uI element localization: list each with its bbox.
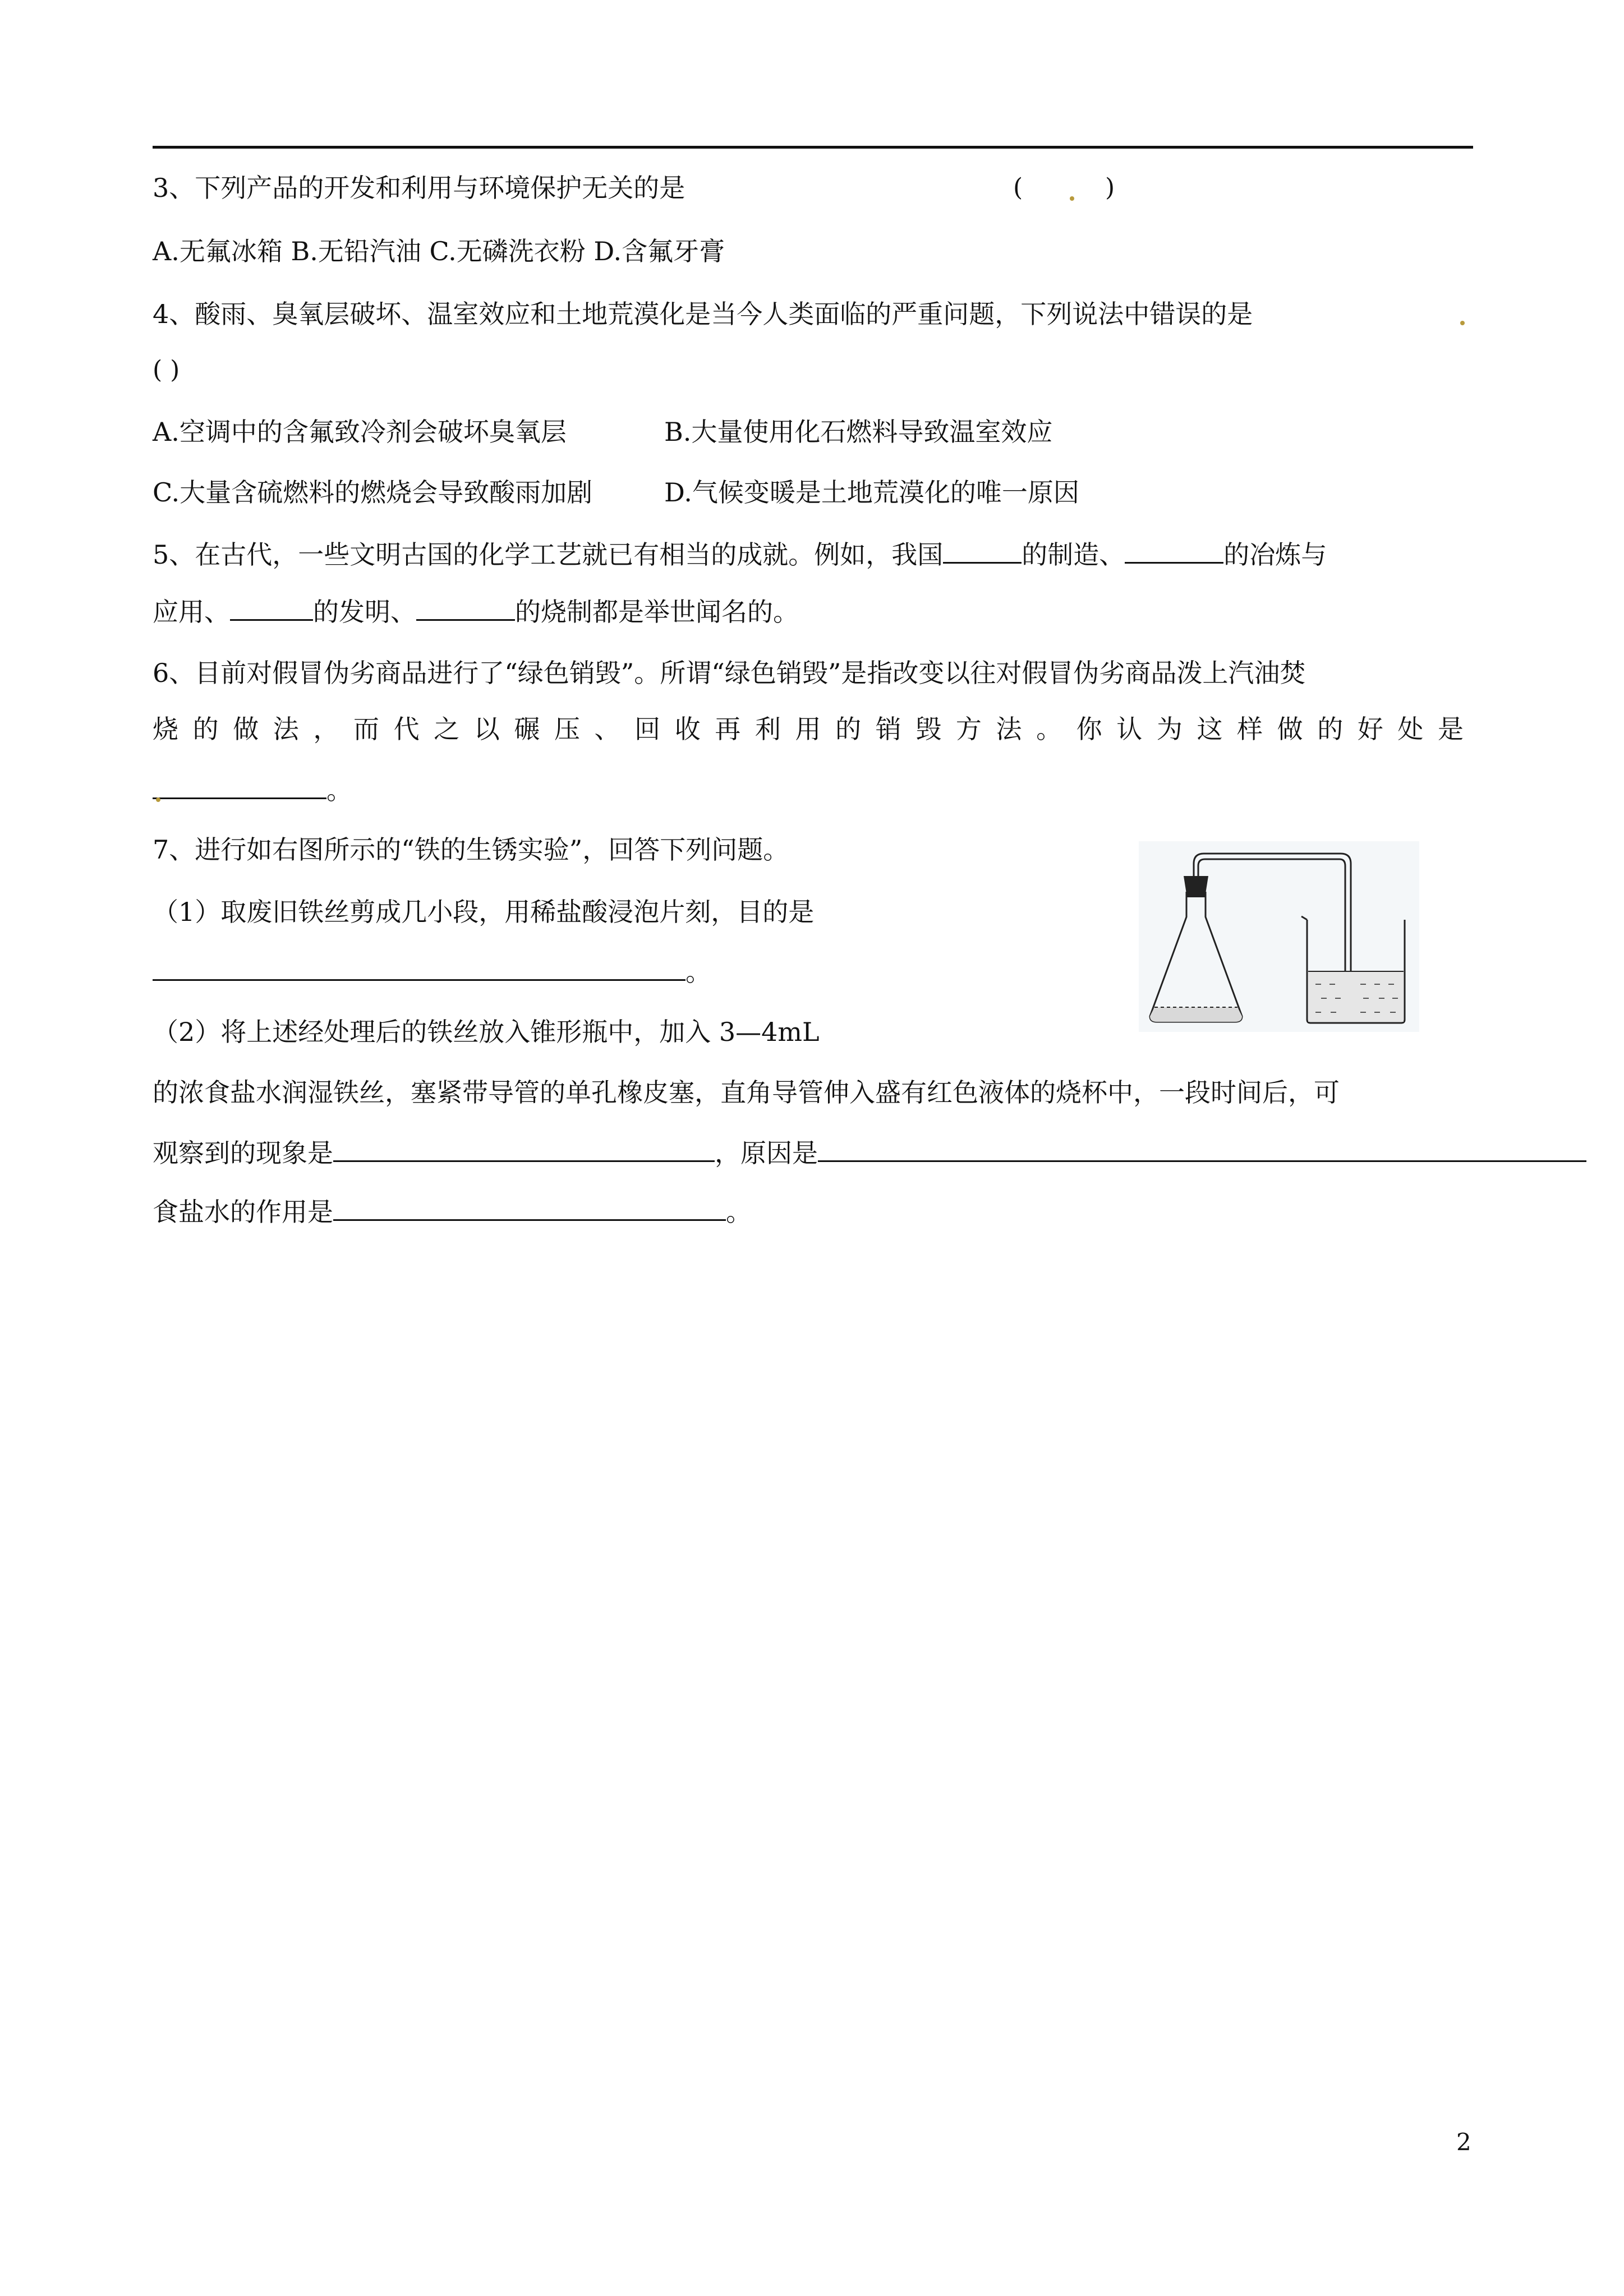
mark-dot <box>156 797 160 802</box>
q5-line1 <box>153 537 1327 571</box>
q4-option-b: B.大量使用化石燃料导致温室效应 <box>664 417 1053 447</box>
q7-sub1-end: 。 <box>686 957 711 987</box>
answer-blank[interactable] <box>153 773 326 799</box>
q6-line2: 烧的做法，而代之以碾压、回收再利用的销毁方法。你认为这样做的好处是 <box>153 714 1473 744</box>
q4-option-c: C.大量含硫燃料的燃烧会导致酸雨加剧 <box>153 477 593 508</box>
q7-sub2-line3 <box>153 1136 1586 1170</box>
q3-stem: 3、下列产品的开发和利用与环境保护无关的是 <box>153 173 686 203</box>
q5-text-1: 5、在古代，一些文明古国的化学工艺就已有相当的成就。例如，我国 <box>153 540 944 570</box>
flask-liquid <box>1150 1007 1242 1022</box>
q7-sub1-answer <box>153 955 711 989</box>
q7-sub2-line4 <box>153 1195 752 1229</box>
mark-dot <box>1070 196 1074 201</box>
q7-stem: 7、进行如右图所示的“铁的生锈实验”，回答下列问题。 <box>153 835 789 865</box>
q4-stem: 4、酸雨、臭氧层破坏、温室效应和土地荒漠化是当今人类面临的严重问题，下列说法中错误的是 <box>153 299 1253 329</box>
q7-sub2-end: 。 <box>726 1197 752 1227</box>
answer-blank[interactable] <box>333 1136 715 1162</box>
answer-blank[interactable] <box>818 1136 1586 1162</box>
page-number: 2 <box>1456 2128 1471 2156</box>
answer-blank[interactable] <box>1125 537 1223 564</box>
answer-blank[interactable] <box>230 594 313 621</box>
answer-blank[interactable] <box>153 955 686 981</box>
q6-line3 <box>153 773 352 807</box>
rubber-stopper <box>1184 876 1208 897</box>
header-rule <box>153 146 1473 149</box>
q5-line2 <box>153 594 799 629</box>
q4-paren: ( ) <box>153 356 180 384</box>
q6-end: 。 <box>326 775 352 805</box>
q6-line1: 6、目前对假冒伪劣商品进行了“绿色销毁”。所谓“绿色销毁”是指改变以往对假冒伪劣商品泼上汽油焚 <box>153 658 1306 688</box>
q7-reason-label: ，原因是 <box>715 1138 818 1168</box>
q5-text-6: 的烧制都是举世闻名的。 <box>515 597 799 627</box>
answer-blank[interactable] <box>943 537 1022 564</box>
q5-text-4: 应用、 <box>153 597 230 627</box>
q5-text-5: 的发明、 <box>313 597 416 627</box>
q7-salt-label: 食盐水的作用是 <box>153 1197 333 1227</box>
q7-sub1: （1）取废旧铁丝剪成几小段，用稀盐酸浸泡片刻，目的是 <box>153 897 815 927</box>
beaker-liquid <box>1308 971 1404 1022</box>
q7-observation-label: 观察到的现象是 <box>153 1138 333 1168</box>
mark-dot <box>1460 321 1465 325</box>
q5-text-2: 的制造、 <box>1022 540 1125 570</box>
answer-blank[interactable] <box>333 1195 726 1221</box>
q3-paren-right: ) <box>1105 173 1115 202</box>
q7-sub2-line2: 的浓食盐水润湿铁丝，塞紧带导管的单孔橡皮塞，直角导管伸入盛有红色液体的烧杯中，一段时间后，可 <box>153 1077 1340 1108</box>
q3-paren-left: ( <box>1013 173 1023 202</box>
q4-option-d: D.气候变暖是土地荒漠化的唯一原因 <box>664 477 1079 508</box>
q3-options: A.无氟冰箱 B.无铅汽油 C.无磷洗衣粉 D.含氟牙膏 <box>153 236 725 266</box>
q5-text-3: 的冶炼与 <box>1223 540 1327 570</box>
rust-experiment-figure <box>1139 841 1419 1032</box>
q4-option-a: A.空调中的含氟致冷剂会破坏臭氧层 <box>153 417 567 447</box>
answer-blank[interactable] <box>416 594 515 621</box>
q7-sub2-line1: （2）将上述经处理后的铁丝放入锥形瓶中，加入 3—4mL <box>153 1017 820 1047</box>
